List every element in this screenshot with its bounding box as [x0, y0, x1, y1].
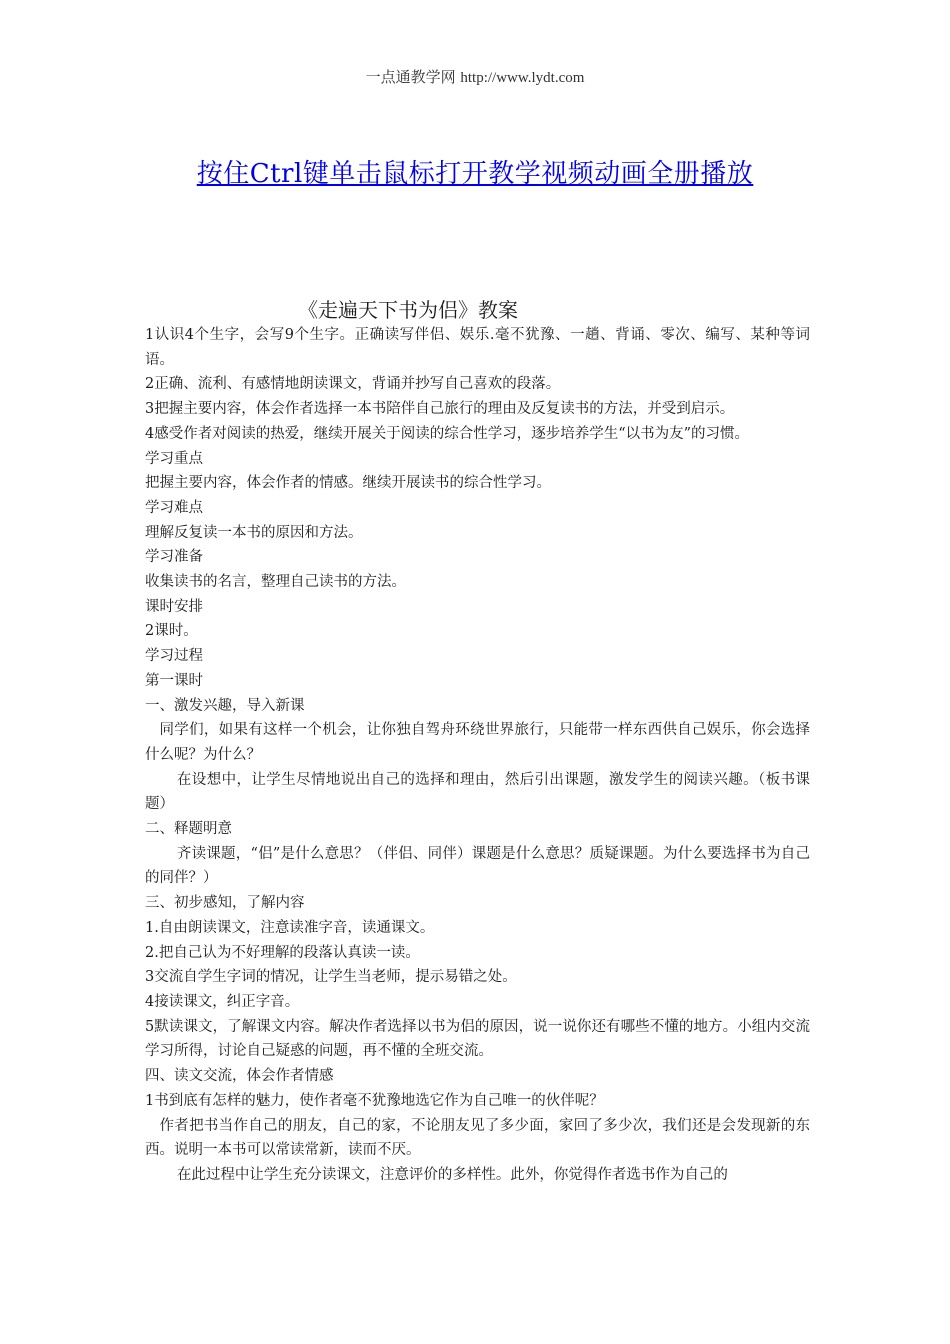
section-heading: 第一课时: [145, 672, 203, 689]
paragraph: 2课时。: [145, 623, 198, 640]
list-item: 5默读课文，了解课文内容。解决作者选择以书为侣的原因，说一说你还有哪些不懂的地方。小组内交流学习所得，讨论自己疑惑的问题，再不懂的全班交流。: [145, 1018, 810, 1060]
video-playback-link[interactable]: 按住Ctrl键单击鼠标打开教学视频动画全册播放: [196, 159, 754, 189]
objective-1: 1认识4个生字，会写9个生字。正确读写伴侣、娱乐.毫不犹豫、一趟、背诵、零次、编写、某种等词语。: [145, 327, 810, 368]
step-heading: 一、激发兴趣，导入新课: [145, 697, 305, 714]
objective-4: 4感受作者对阅读的热爱，继续开展关于阅读的综合性学习，逐步培养学生“以书为友”的习惯。: [145, 425, 750, 442]
list-item: 4接读课文，纠正字音。: [145, 993, 300, 1010]
section-heading: 学习准备: [145, 549, 203, 566]
paragraph: 同学们，如果有这样一个机会，让你独自驾舟环绕世界旅行，只能带一样东西供自己娱乐，你会选择什么呢？为什么？: [145, 722, 810, 763]
paragraph: 齐读课题，“侣”是什么意思？（伴侣、同伴）课题是什么意思？质疑课题。为什么要选择书为自己的同伴？）: [145, 845, 810, 887]
site-header: [0, 66, 950, 87]
document-body: [145, 323, 810, 1188]
paragraph: 在设想中，让学生尽情地说出自己的选择和理由，然后引出课题，激发学生的阅读兴趣。（板书课题）: [145, 771, 810, 813]
site-url: http://www.lydt.com: [460, 70, 585, 86]
objective-3: 3把握主要内容，体会作者选择一本书陪伴自己旅行的理由及反复读书的方法，并受到启示。: [145, 401, 735, 418]
paragraph: 收集读书的名言，整理自己读书的方法。: [145, 574, 406, 591]
paragraph: 把握主要内容，体会作者的情感。继续开展读书的综合性学习。: [145, 475, 551, 492]
section-heading: 学习重点: [145, 450, 203, 467]
section-heading: 学习难点: [145, 499, 203, 516]
section-heading: 课时安排: [145, 598, 203, 615]
paragraph: 作者把书当作自己的朋友，自己的家，不论朋友见了多少面，家回了多少次，我们还是会发现新的东西。说明一本书可以常读常新，读而不厌。: [145, 1117, 810, 1159]
step-heading: 三、初步感知，了解内容: [145, 895, 305, 912]
site-name: 一点通教学网: [365, 68, 456, 86]
document-title: 《走遍天下书为侣》教案: [298, 298, 518, 322]
paragraph: 在此过程中让学生充分读课文，注意评价的多样性。此外，你觉得作者选书作为自己的: [176, 1166, 728, 1183]
list-item: 3交流自学生字词的情况，让学生当老师，提示易错之处。: [145, 969, 517, 986]
list-item: 1书到底有怎样的魅力，使作者毫不犹豫地选它作为自己唯一的伙伴呢？: [145, 1092, 604, 1109]
step-heading: 四、读文交流，体会作者情感: [145, 1068, 334, 1085]
objective-2: 2正确、流利、有感情地朗读课文，背诵并抄写自己喜欢的段落。: [145, 376, 561, 393]
list-item: 2.把自己认为不好理解的段落认真读一读。: [145, 944, 420, 961]
list-item: 1.自由朗读课文，注意读准字音，读通课文。: [145, 919, 435, 936]
paragraph: 理解反复读一本书的原因和方法。: [145, 524, 363, 541]
step-heading: 二、释题明意: [145, 821, 232, 838]
section-heading: 学习过程: [145, 648, 203, 665]
